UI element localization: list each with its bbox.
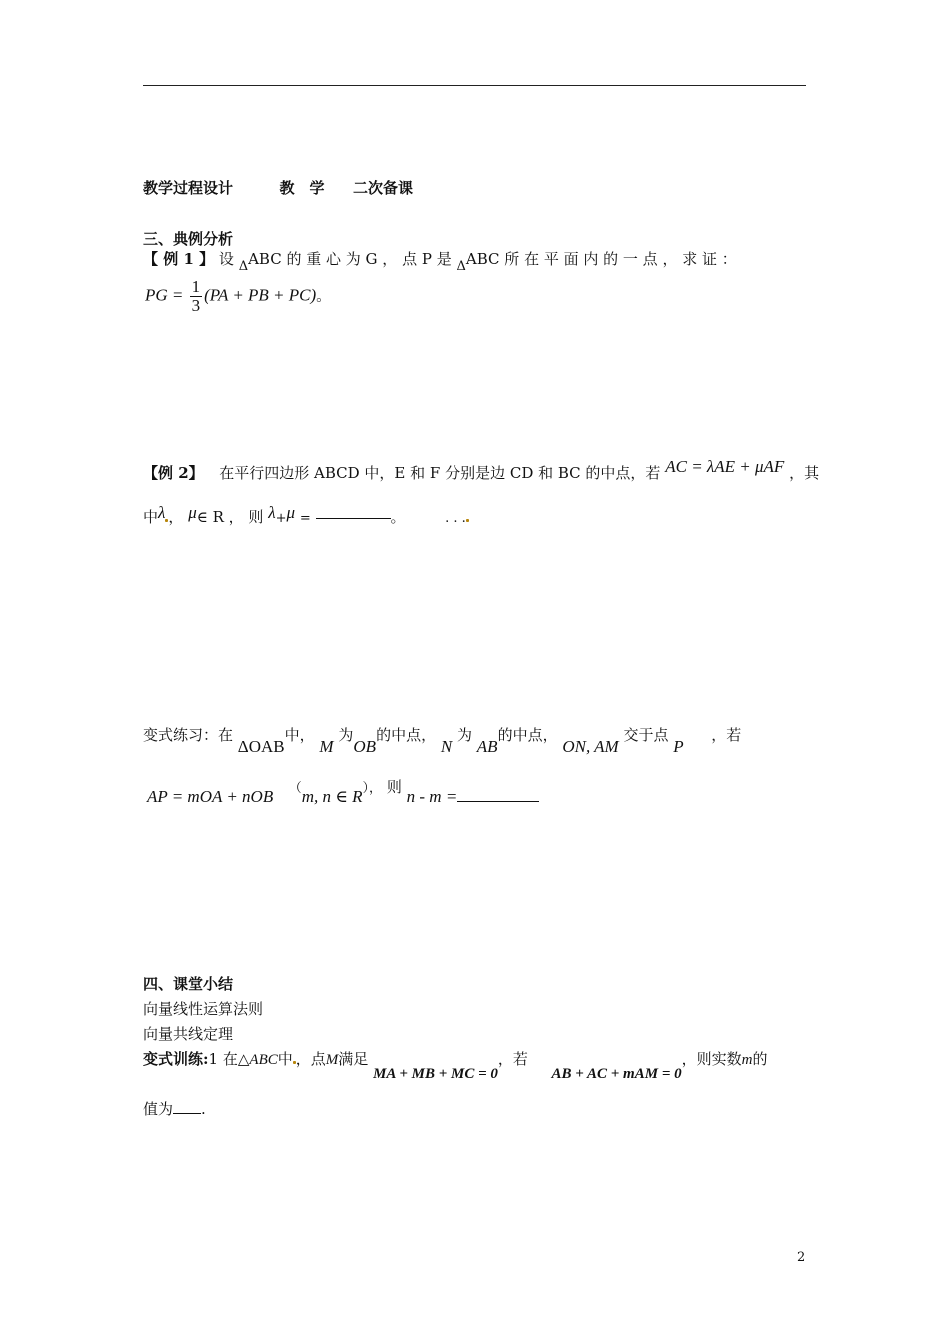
point-p: P bbox=[673, 737, 684, 756]
example2-text: 在平行四边形 ABCD 中，E 和 F 分别是边 CD 和 BC 的中点，若 bbox=[219, 464, 661, 482]
plus-sign: + bbox=[275, 511, 287, 526]
example1-line1 bbox=[143, 248, 737, 274]
example1-label: 【 例 1 】 bbox=[143, 250, 215, 268]
text-of: 的 bbox=[752, 1050, 768, 1068]
header-col-teaching: 教 学 bbox=[279, 179, 325, 197]
triangle-oab-text: ΔOAB bbox=[237, 737, 285, 756]
example1-text-centroid: 的 重 心 为 G ， 点 P 是 bbox=[286, 250, 452, 268]
formula-rhs: (PA + PB + PC) bbox=[204, 285, 317, 305]
header-rule bbox=[143, 85, 806, 86]
triangle-abc-3: ABC bbox=[249, 1052, 278, 1068]
training-line2 bbox=[143, 1098, 206, 1119]
triangle-abc: ABC bbox=[248, 250, 282, 268]
summary-line-2: 向量共线定理 bbox=[143, 1025, 234, 1043]
training-label: 变式训练: bbox=[143, 1050, 209, 1068]
triangle-symbol: Δ bbox=[238, 259, 249, 274]
sentence-end: 。 bbox=[390, 508, 406, 526]
example2-line1 bbox=[143, 457, 820, 483]
segment-ab: AB bbox=[476, 737, 498, 756]
condition-equation-1: MA + MB + MC = 0 bbox=[373, 1066, 498, 1082]
text-real-number: ，则实数 bbox=[681, 1050, 742, 1068]
formula-end: 。 bbox=[316, 288, 332, 305]
point-m: M bbox=[319, 737, 334, 756]
text-intersect: 交于点 bbox=[623, 726, 669, 744]
vector-equation: AP = mOA + nOB bbox=[147, 787, 274, 806]
text-value-is: 值为 bbox=[143, 1100, 174, 1118]
text-period: . bbox=[201, 1100, 206, 1118]
header-col-design: 教学过程设计 bbox=[143, 179, 234, 197]
n-minus-m: n - m = bbox=[406, 787, 458, 806]
formula-lhs: PG = bbox=[145, 285, 184, 305]
equals-sign: = bbox=[299, 511, 311, 526]
mu-symbol: μ bbox=[188, 503, 197, 522]
segments-on-am: ON, AM bbox=[562, 737, 619, 756]
triangle-symbol-2: Δ bbox=[456, 259, 466, 274]
example2-line2 bbox=[143, 503, 469, 527]
text-if-2: ，若 bbox=[497, 1050, 528, 1068]
text-in-tri: 1 在△ bbox=[208, 1050, 250, 1068]
answer-blank bbox=[316, 517, 391, 519]
text-is: 为 bbox=[338, 726, 354, 744]
triangle-abc-2: ABC bbox=[465, 250, 500, 268]
section4-title: 四、课堂小结 bbox=[143, 975, 234, 993]
text-in: 中， bbox=[284, 726, 315, 744]
answer-blank-3 bbox=[173, 1101, 201, 1114]
point-n: N bbox=[440, 737, 453, 756]
paren-close: ）， bbox=[362, 781, 383, 796]
comma: ， bbox=[168, 508, 184, 526]
variable-m: m bbox=[741, 1052, 753, 1068]
condition-equation-2: AB + AC + mAM = 0 bbox=[551, 1066, 682, 1082]
text-midpoint-2: 的中点， bbox=[497, 726, 558, 744]
paren-open: （ bbox=[288, 781, 302, 796]
condition: m, n ∈ R bbox=[301, 787, 363, 806]
example2-text-its: ，其 bbox=[789, 464, 820, 482]
text-midpoint: 的中点， bbox=[376, 726, 437, 744]
lambda-symbol-2: λ bbox=[268, 503, 276, 522]
variant-line1 bbox=[143, 724, 742, 756]
summary-line-1: 向量线性运算法则 bbox=[143, 1000, 264, 1018]
text-zhong: 中 bbox=[277, 1050, 293, 1068]
header-row bbox=[143, 177, 413, 198]
example2-label: 【例 2】 bbox=[143, 464, 204, 482]
text-then: 则 bbox=[386, 778, 402, 796]
segment-ob: OB bbox=[353, 737, 377, 756]
dot-mark-2 bbox=[466, 519, 469, 522]
example1-text-prove: 所 在 平 面 内 的 一 点 ， 求 证 ： bbox=[504, 250, 737, 268]
training-line1 bbox=[143, 1048, 768, 1082]
text-is-2: 为 bbox=[456, 726, 472, 744]
text-if: ，若 bbox=[711, 726, 742, 744]
answer-blank-2 bbox=[457, 791, 539, 802]
mu-symbol-2: μ bbox=[286, 503, 296, 522]
header-col-second-prep: 二次备课 bbox=[352, 179, 413, 197]
section3-title: 三、典例分析 bbox=[143, 230, 234, 248]
text-satisfy: 满足 bbox=[338, 1050, 369, 1068]
dots: . . . bbox=[445, 511, 466, 526]
variant-label: 变式练习：在 bbox=[143, 726, 234, 744]
text-point: ，点 bbox=[295, 1050, 326, 1068]
example2-text-middle: 中 bbox=[143, 508, 159, 526]
variant-line2 bbox=[147, 778, 539, 807]
triangle-oab bbox=[238, 737, 285, 756]
example1-text-let: 设 bbox=[218, 250, 234, 268]
in-r-text: ∈ R ， 则 bbox=[196, 508, 264, 526]
point-m-2: M bbox=[325, 1052, 339, 1068]
fraction-one-third bbox=[190, 278, 203, 315]
fraction-numerator: 1 bbox=[191, 277, 201, 296]
example2-formula: AC = λAE + μAF bbox=[665, 457, 785, 476]
fraction-denominator: 3 bbox=[191, 295, 201, 315]
lambda-symbol: λ bbox=[158, 503, 166, 522]
page-number: 2 bbox=[797, 1250, 806, 1265]
example1-formula bbox=[145, 278, 331, 315]
